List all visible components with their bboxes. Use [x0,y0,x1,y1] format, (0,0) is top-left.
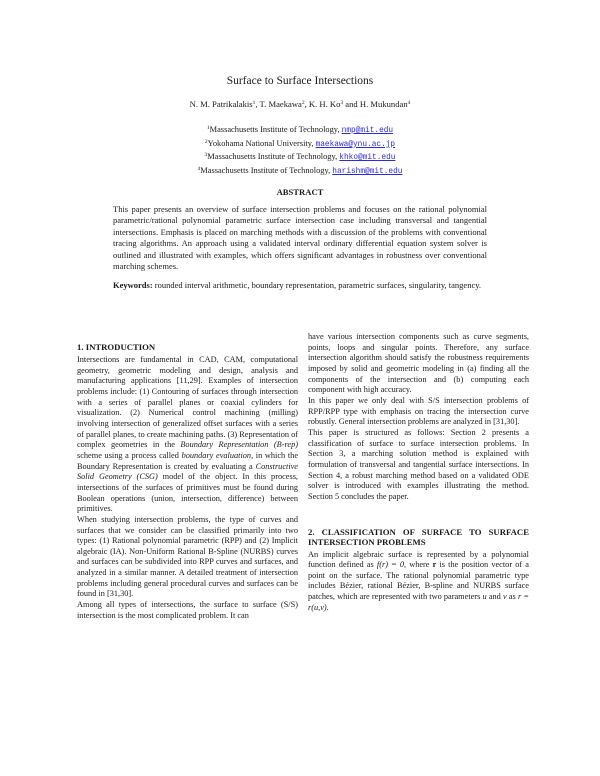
paragraph: Intersections are fundamental in CAD, CAM, computational geometry, geometric modeling and design, analysis and manufacturing applications [11,29]. Examples of intersection problems include: (1) Contouring of surfaces through intersection with a series of parallel planes or coaxial cylinders for visualization. (2) Numerical control machining (milling) involving intersection of generalized offset surfaces with a series of parallel planes, to create machining paths. (3) Representation of complex geometries in the Boundary Representation (B-rep) scheme using a process called boundary evaluation, in which the Boundary Representation is created by evaluating a Constructive Solid Geometry (CSG) model of the object. In this process, intersections of the surfaces of primitives must be found during Boolean operations (union, intersection, difference) between primitives. [77,355,299,514]
author: N. M. Patrikalakis$^1$, [189,99,260,109]
paragraph: An implicit algebraic surface is represented by a polynomial function defined as f(r) = 0, where r is the position vector of a point on the surface. The rational polynomial parametric type includes Bézier, rational Bézier, B-spline and NURBS surface patches, which are represented with two parameters u and v as r = r(u,v). [308,549,529,612]
paragraph: When studying intersection problems, the type of curves and surfaces that we consider can be classified primarily into two types: (1) Rational polynomial parametric (RPP) and (2) Implicit algebraic (IA). Non-Uniform Rational B-Spline (NURBS) curves and surfaces can be subdivided into RPP curves and surfaces, and analyzed in a similar manner. A detailed treatment of intersection problems including general procedural curves and surfaces can be found in [31,30]. [77,514,298,599]
author-list [0,99,600,109]
author: T. Maekawa$^2$, [259,99,309,109]
section-heading: 1. INTRODUCTION [77,342,156,352]
abstract-body: This paper presents an overview of surface intersection problems and focuses on the rational polynomial parametric/rational polynomial parametric surface intersection case including transversal and tangential intersections. Emphasis is placed on marching methods with a discussion of the problems with conventional tracing algorithms. An approach using a validated interval ordinary differential equation system solver is outlined and illustrated with examples, which offers significant advantages in robustness over conventional marching schemes. [113,204,487,272]
math-expression: u [482,592,487,602]
affiliation: $^2$Yokohama National University, maekawa@ynu.ac.jp [204,138,396,149]
email-link[interactable]: harishm@mit.edu [332,167,403,176]
paper-title: Surface to Surface Intersections [226,75,374,87]
paragraph: This paper is structured as follows: Section 2 presents a classification of surface to surface intersection problems. In Section 3, a marching solution method is explained with formulation of transversal and tangential surface intersections. In Section 4, a robust marching method based on a validated ODE solver is introduced with examples illustrating the method. Section 5 concludes the paper. [308,427,529,501]
affiliation: $^1$Massachusetts Institute of Technology, nmp@mit.edu [206,125,394,135]
math-expression: r = r(u,v) [308,592,529,612]
right-column [308,332,529,613]
paragraph: have various intersection components such as curve segments, points, loops and singular points. Therefore, any surface intersection algorithm should satisfy the robustness requirements imposed by solid and geometric modeling in (a) finding all the components of the intersection and (b) computing each component with high accuracy. [308,332,529,395]
author: H. Mukundan$^4$ [359,99,411,109]
keywords [113,280,487,291]
section-heading: 2. CLASSIFICATION OF SURFACE TO SURFACE INTERSECTION PROBLEMS [308,526,529,547]
keywords-label: Keywords: [113,280,153,290]
email-link[interactable]: khko@mit.edu [339,154,396,163]
author: K. H. Ko$^3$ and [308,99,360,109]
affiliations [0,123,600,177]
math-expression: v [503,592,507,602]
left-column [77,342,298,621]
paragraph: In this paper we only deal with S/S intersection problems of RPP/RPP type with emphasis on tracing the intersection curve robustly. General intersection problems are analyzed in [31,30]. [308,395,529,427]
email-link[interactable]: maekawa@ynu.ac.jp [315,140,396,149]
paragraph: Among all types of intersections, the surface to surface (S/S) intersection is the most complicated problem. It can [77,600,298,620]
affiliation: $^4$Massachusetts Institute of Technology, harishm@mit.edu [197,165,403,176]
affiliation: $^3$Massachusetts Institute of Technology, khko@mit.edu [204,152,396,163]
email-link[interactable]: nmp@mit.edu [341,127,394,135]
abstract-heading: ABSTRACT [276,187,324,197]
math-expression: r [432,560,437,570]
keywords-text: rounded interval arithmetic, boundary representation, parametric surfaces, singularity, tangency. [152,280,482,290]
math-expression: f(r) = 0 [376,560,404,570]
